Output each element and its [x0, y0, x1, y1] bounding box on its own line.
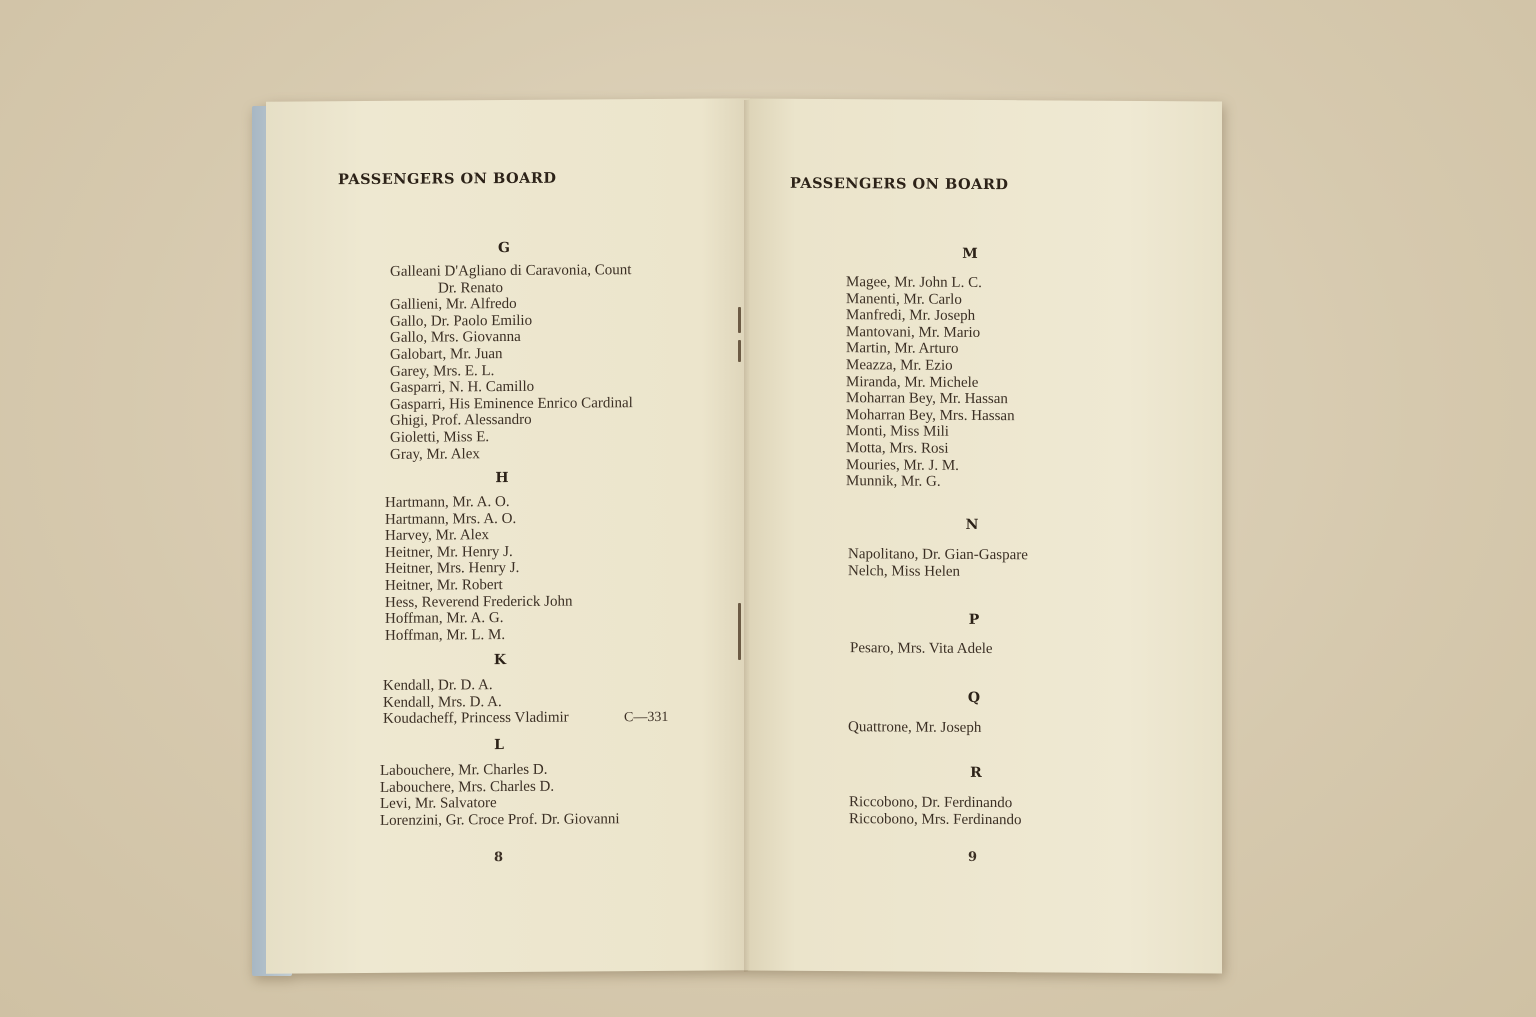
- staple-mark: [738, 630, 741, 660]
- list-item: Miranda, Mr. Michele: [846, 373, 979, 391]
- list-item: Lorenzini, Gr. Croce Prof. Dr. Giovanni: [380, 811, 620, 829]
- list-item: Gallo, Mrs. Giovanna: [390, 329, 521, 347]
- page-number: 8: [494, 850, 504, 866]
- section-letter-g: G: [498, 239, 510, 257]
- list-item: Gasparri, His Eminence Enrico Cardinal: [390, 394, 633, 413]
- list-item: Labouchere, Mrs. Charles D.: [380, 778, 555, 796]
- cabin-number: C—331: [624, 709, 669, 726]
- list-item: Pesaro, Mrs. Vita Adele: [850, 640, 993, 658]
- section-letter-n: N: [965, 516, 979, 533]
- list-item: Napolitano, Dr. Gian-Gaspare: [848, 546, 1028, 564]
- list-item: Manfredi, Mr. Joseph: [846, 307, 976, 325]
- list-item: Hess, Reverend Frederick John: [385, 593, 573, 611]
- right-page: [748, 99, 1222, 974]
- section-letter-r: R: [970, 764, 982, 781]
- list-item: Garey, Mrs. E. L.: [390, 362, 495, 380]
- name-list-n: [848, 546, 1028, 580]
- list-item: Magee, Mr. John L. C.: [846, 274, 982, 291]
- list-item: Quattrone, Mr. Joseph: [848, 719, 982, 736]
- name-list-p: [850, 640, 993, 657]
- list-item: Harvey, Mr. Alex: [385, 527, 490, 545]
- section-letter-l: L: [494, 737, 504, 754]
- list-item: Levi, Mr. Salvatore: [380, 795, 497, 813]
- list-item: Kendall, Dr. D. A.: [383, 677, 493, 694]
- list-item: Gray, Mr. Alex: [390, 445, 480, 463]
- booklet-spine: [744, 100, 750, 972]
- list-item: Hoffman, Mr. A. G.: [385, 610, 504, 628]
- list-item: Heitner, Mr. Henry J.: [385, 543, 513, 561]
- list-item: Heitner, Mr. Robert: [385, 577, 503, 594]
- list-item: Kendall, Mrs. D. A.: [383, 693, 502, 711]
- list-item: Hartmann, Mr. A. O.: [385, 493, 510, 511]
- list-item: Gallo, Dr. Paolo Emilio: [390, 312, 533, 330]
- list-item: Riccobono, Mrs. Ferdinando: [849, 810, 1022, 828]
- list-item: Labouchere, Mr. Charles D.: [380, 761, 548, 779]
- list-item: Manenti, Mr. Carlo: [846, 290, 962, 308]
- name-list-g: [390, 262, 633, 463]
- section-letter-p: P: [968, 611, 980, 628]
- open-booklet: [258, 100, 1222, 978]
- list-item: Martin, Mr. Arturo: [846, 340, 959, 358]
- name-list-r: [849, 794, 1021, 828]
- name-list-m: [846, 274, 1015, 491]
- list-item: Galleani D'Agliano di Caravonia, Count: [390, 262, 632, 280]
- list-item: Munnik, Mr. G.: [846, 473, 941, 490]
- left-page: [266, 98, 750, 973]
- list-item: Moharran Bey, Mr. Hassan: [846, 390, 1008, 408]
- list-item: Heitner, Mrs. Henry J.: [385, 560, 520, 578]
- name-list-k: [383, 677, 569, 728]
- list-item: Hoffman, Mr. L. M.: [385, 626, 506, 644]
- list-item: Dr. Renato: [438, 279, 503, 297]
- list-item: Koudacheff, Princess Vladimir: [383, 709, 569, 728]
- name-list-l: [380, 761, 620, 829]
- list-item: Galobart, Mr. Juan: [390, 346, 503, 363]
- list-item: Mantovani, Mr. Mario: [846, 323, 981, 341]
- section-letter-q: Q: [967, 689, 981, 706]
- staple-mark: [738, 307, 741, 333]
- page-number: 9: [968, 849, 978, 865]
- list-item: Meazza, Mr. Ezio: [846, 357, 953, 374]
- list-item: Monti, Miss Mili: [846, 423, 949, 441]
- name-list-q: [848, 719, 981, 736]
- list-item: Moharran Bey, Mrs. Hassan: [846, 406, 1015, 424]
- list-item: Gasparri, N. H. Camillo: [390, 378, 535, 396]
- section-letter-m: M: [962, 245, 978, 262]
- list-item: Gioletti, Miss E.: [390, 429, 490, 446]
- list-item: Ghigi, Prof. Alessandro: [390, 412, 532, 430]
- section-letter-h: H: [495, 469, 509, 487]
- list-item: Mouries, Mr. J. M.: [846, 456, 959, 474]
- page-heading: PASSENGERS ON BOARD: [338, 169, 557, 189]
- list-item: Hartmann, Mrs. A. O.: [385, 510, 517, 528]
- list-item: Nelch, Miss Helen: [848, 562, 961, 580]
- page-heading: PASSENGERS ON BOARD: [790, 174, 1009, 194]
- staple-mark: [738, 340, 741, 362]
- section-letter-k: K: [493, 652, 507, 669]
- name-list-h: [385, 494, 572, 645]
- list-item: Gallieni, Mr. Alfredo: [390, 296, 517, 314]
- list-item: Riccobono, Dr. Ferdinando: [849, 794, 1013, 812]
- list-item: Motta, Mrs. Rosi: [846, 440, 949, 457]
